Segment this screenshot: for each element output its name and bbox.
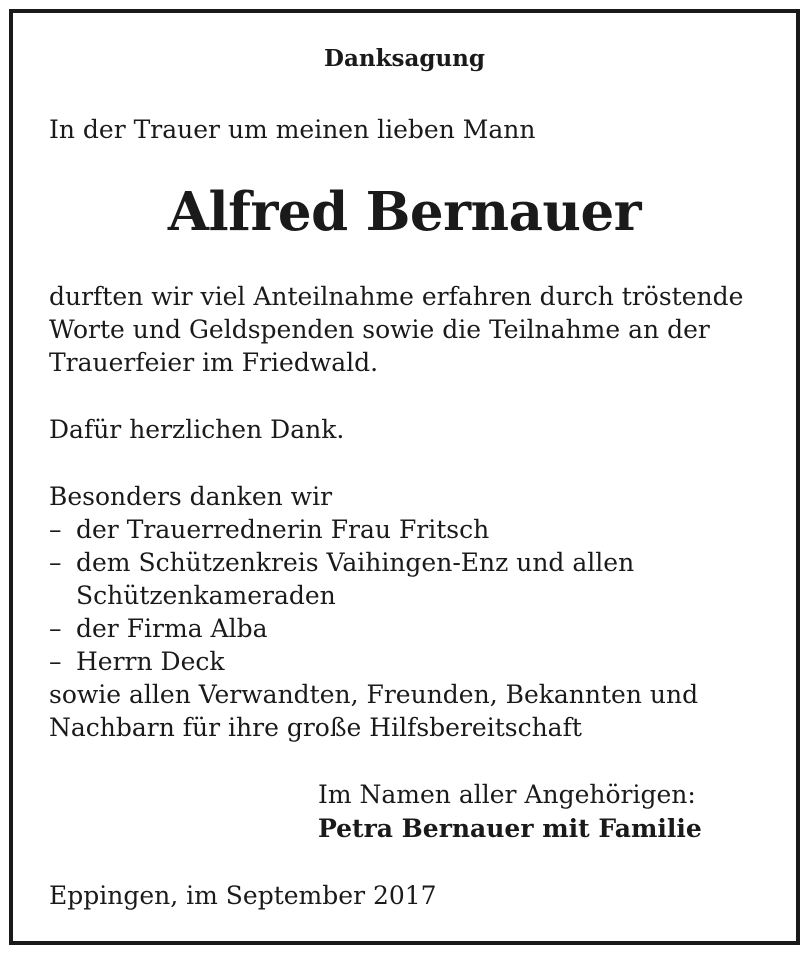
list-item [49,645,225,678]
list-item [49,612,268,645]
signature-intro: Im Namen aller Angehörigen: [318,780,696,809]
closing-line-2: Nachbarn für ihre große Hilfsbereitschaft [49,713,582,742]
intro-text: In der Trauer um meinen lieben Mann [49,115,536,144]
body-line-1: durften wir viel Anteilnahme erfahren durch tröstende [49,282,744,311]
thanks-text: Dafür herzlichen Dank. [49,415,345,444]
list-item [49,546,634,579]
list-item-continuation [49,579,336,612]
notice-content [13,13,796,941]
notice-heading: Danksagung [324,45,485,72]
dash-bullet: – [49,548,62,577]
list-item-text: Schützenkameraden [76,581,336,610]
list-item-text: Herrn Deck [76,647,225,676]
body-line-2: Worte und Geldspenden sowie die Teilnahme an der [49,315,710,344]
list-item [49,513,489,546]
dash-bullet: – [49,647,62,676]
notice-frame [9,9,800,945]
list-item-text: der Trauerrednerin Frau Fritsch [76,515,490,544]
dash-bullet: – [49,515,62,544]
list-item-text: der Firma Alba [76,614,268,643]
place-date: Eppingen, im September 2017 [49,881,437,910]
deceased-name: Alfred Bernauer [167,181,642,243]
signature-name: Petra Bernauer mit Familie [318,814,702,843]
list-item-text: dem Schützenkreis Vaihingen-Enz und allen [76,548,635,577]
closing-line-1: sowie allen Verwandten, Freunden, Bekannten und [49,680,699,709]
dash-bullet: – [49,614,62,643]
special-intro: Besonders danken wir [49,482,333,511]
body-line-3: Trauerfeier im Friedwald. [49,348,379,377]
